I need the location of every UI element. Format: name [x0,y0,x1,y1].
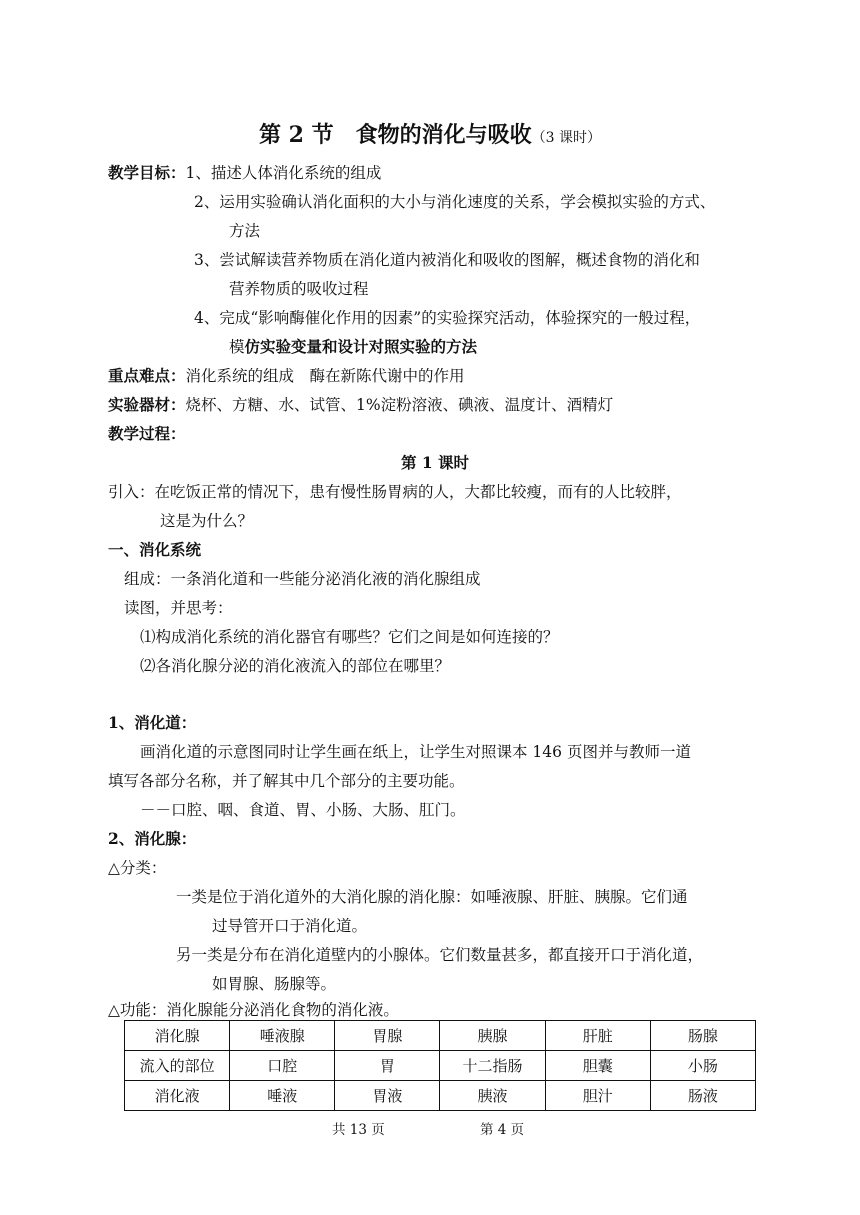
glands-heading: 2、消化腺： [108,829,197,848]
objective-4-bold: 仿实验变量和设计对照实验的方法 [244,337,478,356]
page-title [0,118,860,149]
table-cell: 肝脏 [545,1021,650,1051]
tract-heading: 1、消化道： [108,713,197,732]
table-cell: 胰液 [440,1081,545,1111]
objective-3-line-2: 营养物质的吸收过程 [229,280,369,298]
objective-2-line-1: 2、运用实验确认消化面积的大小与消化速度的关系，学会模拟实验的方式、 [194,193,716,211]
objectives-label: 教学目标： [108,163,186,182]
question-1: ⑴构成消化系统的消化器官有哪些？它们之间是如何连接的？ [140,628,559,646]
section-1-heading: 一、消化系统 [108,540,202,559]
table-cell: 消化液 [125,1081,230,1111]
equipment-line [108,395,613,415]
question-2: ⑵各消化腺分泌的消化液流入的部位在哪里？ [140,657,451,675]
table-cell: 胆囊 [545,1051,650,1081]
read-figure-line: 读图，并思考： [124,599,233,617]
objective-4-line-2 [229,337,477,357]
title-main: 第 2 节 食物的消化与吸收 [259,122,532,148]
table-cell: 肠腺 [650,1021,755,1051]
table-cell: 胃液 [335,1081,440,1111]
intro-line-2: 这是为什么？ [160,512,254,530]
table-cell: 十二指肠 [440,1051,545,1081]
equipment-text: 烧杯、方糖、水、试管、1%淀粉溶液、碘液、温度计、酒精灯 [185,396,614,414]
digestive-glands-table [124,1020,756,1111]
table-row [125,1051,756,1081]
table-cell: 小肠 [650,1051,755,1081]
lesson-heading: 第 1 课时 [400,453,470,472]
key-points-line [108,366,465,386]
footer-total-pages: 共 13 页 [332,1122,385,1138]
objective-2-line-2: 方法 [229,222,261,240]
table-cell: 胆汁 [545,1081,650,1111]
class-2-line-1: 另一类是分布在消化道壁内的小腺体。它们数量甚多，都直接开口于消化道， [176,946,704,964]
equipment-label: 实验器材： [108,395,186,414]
objective-4-prefix: 模 [229,338,245,356]
class-2-line-2: 如胃腺、肠腺等。 [212,975,337,993]
table-cell: 消化腺 [125,1021,230,1051]
footer-current-page: 第 4 页 [480,1122,525,1138]
process-label: 教学过程： [108,424,186,443]
table-cell: 肠液 [650,1081,755,1111]
objective-1: 1、描述人体消化系统的组成 [185,164,382,182]
key-points-label: 重点难点： [108,366,186,385]
function-line: △功能：消化腺能分泌消化食物的消化液。 [108,1001,399,1019]
key-points-text: 消化系统的组成 酶在新陈代谢中的作用 [185,367,465,385]
intro-line-1: 引入：在吃饭正常的情况下，患有慢性肠胃病的人，大都比较瘦，而有的人比较胖， [108,483,682,501]
objective-3-line-1: 3、尝试解读营养物质在消化道内被消化和吸收的图解，概述食物的消化和 [194,251,700,269]
class-1-line-2: 过导管开口于消化道。 [212,917,368,935]
table-row [125,1081,756,1111]
tract-paragraph-line-1: 画消化道的示意图同时让学生画在纸上，让学生对照课本 146 页图并与教师一道 [140,743,691,761]
composition-line: 组成：一条消化道和一些能分泌消化液的消化腺组成 [124,570,481,588]
table-cell: 口腔 [230,1051,335,1081]
table-cell: 流入的部位 [125,1051,230,1081]
tract-paragraph-line-2: 填写各部分名称，并了解其中几个部分的主要功能。 [108,772,465,790]
class-1-line-1: 一类是位于消化道外的大消化腺的消化腺：如唾液腺、肝脏、胰腺。它们通 [176,888,688,906]
tract-parts: －－口腔、咽、食道、胃、小肠、大肠、肛门。 [140,801,466,819]
table-cell: 唾液 [230,1081,335,1111]
table-cell: 唾液腺 [230,1021,335,1051]
table-cell: 胃 [335,1051,440,1081]
table-cell: 胃腺 [335,1021,440,1051]
objective-4-line-1: 4、完成“影响酶催化作用的因素”的实验探究活动，体验探究的一般过程， [194,309,701,327]
table-cell: 胰腺 [440,1021,545,1051]
objectives-line-1 [108,163,381,183]
title-sub: （3 课时） [531,130,601,146]
table-row [125,1021,756,1051]
classification-label: △分类： [108,859,167,877]
